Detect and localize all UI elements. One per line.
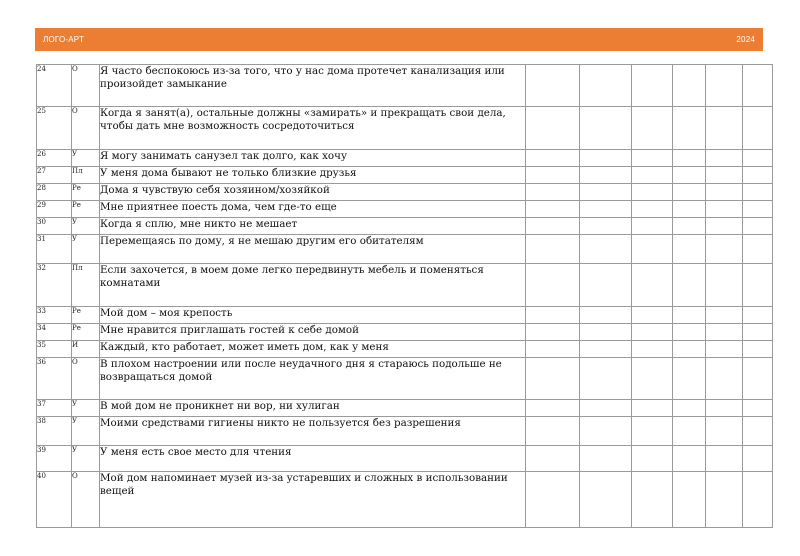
table-row [37, 65, 773, 107]
answer-cell-3[interactable] [632, 264, 673, 307]
answer-cell-1[interactable] [526, 167, 580, 184]
answer-cell-1[interactable] [526, 150, 580, 167]
answer-cell-1[interactable] [526, 341, 580, 358]
answer-cell-2[interactable] [580, 150, 632, 167]
item-number: 24 [37, 65, 72, 107]
item-number: 32 [37, 264, 72, 307]
table-row [37, 264, 773, 307]
answer-cell-3[interactable] [632, 324, 673, 341]
answer-cell-5[interactable] [706, 324, 743, 341]
table-row [37, 235, 773, 264]
item-number: 40 [37, 472, 72, 528]
scale-code: Пл [72, 264, 100, 307]
header-bar [35, 28, 763, 51]
answer-cell-4[interactable] [673, 417, 706, 446]
item-number: 33 [37, 307, 72, 324]
answer-cell-4[interactable] [673, 201, 706, 218]
answer-cell-2[interactable] [580, 324, 632, 341]
answer-cell-1[interactable] [526, 65, 580, 107]
answer-cell-1[interactable] [526, 307, 580, 324]
answer-cell-5[interactable] [706, 235, 743, 264]
statement-text: Когда я занят(а), остальные должны «замирать» и прекращать свои дела, чтобы дать мне возможность сосредоточиться [100, 107, 526, 150]
answer-cell-3[interactable] [632, 167, 673, 184]
answer-cell-2[interactable] [580, 184, 632, 201]
answer-cell-3[interactable] [632, 341, 673, 358]
answer-cell-2[interactable] [580, 218, 632, 235]
answer-cell-1[interactable] [526, 235, 580, 264]
answer-cell-3[interactable] [632, 184, 673, 201]
answer-cell-5[interactable] [706, 201, 743, 218]
answer-cell-5[interactable] [706, 150, 743, 167]
answer-cell-3[interactable] [632, 472, 673, 528]
statement-text: Когда я сплю, мне никто не мешает [100, 218, 526, 235]
answer-cell-4[interactable] [673, 446, 706, 472]
answer-cell-5[interactable] [706, 218, 743, 235]
item-number: 37 [37, 400, 72, 417]
scale-code: У [72, 150, 100, 167]
answer-cell-3[interactable] [632, 150, 673, 167]
table-row [37, 417, 773, 446]
answer-cell-3[interactable] [632, 107, 673, 150]
answer-cell-1[interactable] [526, 400, 580, 417]
answer-cell-6[interactable] [743, 201, 773, 218]
answer-cell-6[interactable] [743, 167, 773, 184]
answer-cell-3[interactable] [632, 201, 673, 218]
answer-cell-5[interactable] [706, 400, 743, 417]
answer-cell-3[interactable] [632, 65, 673, 107]
statement-text: Каждый, кто работает, может иметь дом, как у меня [100, 341, 526, 358]
answer-cell-6[interactable] [743, 472, 773, 528]
answer-cell-6[interactable] [743, 446, 773, 472]
table-row [37, 472, 773, 528]
answer-cell-1[interactable] [526, 264, 580, 307]
answer-cell-2[interactable] [580, 400, 632, 417]
answer-cell-2[interactable] [580, 446, 632, 472]
answer-cell-5[interactable] [706, 264, 743, 307]
answer-cell-1[interactable] [526, 324, 580, 341]
answer-cell-6[interactable] [743, 184, 773, 201]
answer-cell-4[interactable] [673, 218, 706, 235]
answer-cell-6[interactable] [743, 400, 773, 417]
statement-text: Мой дом напоминает музей из-за устаревших и сложных в использовании вещей [100, 472, 526, 528]
answer-cell-2[interactable] [580, 201, 632, 218]
scale-code: У [72, 400, 100, 417]
answer-cell-6[interactable] [743, 358, 773, 400]
answer-cell-2[interactable] [580, 107, 632, 150]
scale-code: У [72, 235, 100, 264]
answer-cell-3[interactable] [632, 218, 673, 235]
statement-text: Моими средствами гигиены никто не пользуется без разрешения [100, 417, 526, 446]
answer-cell-2[interactable] [580, 472, 632, 528]
table-row [37, 324, 773, 341]
answer-cell-4[interactable] [673, 324, 706, 341]
answer-cell-1[interactable] [526, 107, 580, 150]
statement-text: Перемещаясь по дому, я не мешаю другим его обитателям [100, 235, 526, 264]
answer-cell-6[interactable] [743, 65, 773, 107]
answer-cell-5[interactable] [706, 307, 743, 324]
table-row [37, 400, 773, 417]
item-number: 30 [37, 218, 72, 235]
answer-cell-4[interactable] [673, 184, 706, 201]
statement-text: В мой дом не проникнет ни вор, ни хулиган [100, 400, 526, 417]
answer-cell-1[interactable] [526, 417, 580, 446]
answer-cell-5[interactable] [706, 167, 743, 184]
table-row [37, 184, 773, 201]
answer-cell-2[interactable] [580, 417, 632, 446]
answer-cell-5[interactable] [706, 184, 743, 201]
table-row [37, 201, 773, 218]
answer-cell-1[interactable] [526, 218, 580, 235]
answer-cell-5[interactable] [706, 65, 743, 107]
statement-text: У меня есть свое место для чтения [100, 446, 526, 472]
table-row [37, 150, 773, 167]
item-number: 38 [37, 417, 72, 446]
scale-code: Ре [72, 201, 100, 218]
statement-text: Я часто беспокоюсь из-за того, что у нас дома протечет канализация или произойдет замыкание [100, 65, 526, 107]
answer-cell-6[interactable] [743, 341, 773, 358]
scale-code: У [72, 446, 100, 472]
answer-cell-3[interactable] [632, 400, 673, 417]
answer-cell-2[interactable] [580, 307, 632, 324]
item-number: 27 [37, 167, 72, 184]
item-number: 28 [37, 184, 72, 201]
answer-cell-6[interactable] [743, 417, 773, 446]
answer-cell-5[interactable] [706, 107, 743, 150]
answer-cell-2[interactable] [580, 65, 632, 107]
answer-cell-4[interactable] [673, 107, 706, 150]
scale-code: Пл [72, 167, 100, 184]
statement-text: Мне нравится приглашать гостей к себе домой [100, 324, 526, 341]
answer-cell-2[interactable] [580, 264, 632, 307]
item-number: 39 [37, 446, 72, 472]
scale-code: О [72, 358, 100, 400]
scale-code: Ре [72, 324, 100, 341]
answer-cell-6[interactable] [743, 218, 773, 235]
scale-code: У [72, 218, 100, 235]
answer-cell-5[interactable] [706, 417, 743, 446]
item-number: 29 [37, 201, 72, 218]
answer-cell-3[interactable] [632, 446, 673, 472]
answer-cell-3[interactable] [632, 358, 673, 400]
answer-cell-4[interactable] [673, 472, 706, 528]
scale-code: О [72, 472, 100, 528]
table-row [37, 167, 773, 184]
statement-text: В плохом настроении или после неудачного дня я стараюсь подольше не возвращаться домой [100, 358, 526, 400]
answer-cell-2[interactable] [580, 341, 632, 358]
answer-cell-6[interactable] [743, 107, 773, 150]
answer-cell-6[interactable] [743, 235, 773, 264]
statement-text: У меня дома бывают не только близкие друзья [100, 167, 526, 184]
answer-cell-1[interactable] [526, 358, 580, 400]
table-row [37, 341, 773, 358]
table-row [37, 446, 773, 472]
answer-cell-6[interactable] [743, 307, 773, 324]
answer-cell-4[interactable] [673, 307, 706, 324]
statement-text: Мне приятнее поесть дома, чем где-то еще [100, 201, 526, 218]
answer-cell-3[interactable] [632, 235, 673, 264]
answer-cell-2[interactable] [580, 358, 632, 400]
table-row [37, 218, 773, 235]
statement-text: Дома я чувствую себя хозяином/хозяйкой [100, 184, 526, 201]
scale-code: О [72, 65, 100, 107]
scale-code: У [72, 417, 100, 446]
scale-code: И [72, 341, 100, 358]
statement-text: Я могу занимать санузел так долго, как хочу [100, 150, 526, 167]
scale-code: Ре [72, 184, 100, 201]
answer-cell-6[interactable] [743, 264, 773, 307]
table-row [37, 107, 773, 150]
statement-text: Если захочется, в моем доме легко передвинуть мебель и поменяться комнатами [100, 264, 526, 307]
answer-cell-1[interactable] [526, 184, 580, 201]
answer-cell-4[interactable] [673, 235, 706, 264]
item-number: 35 [37, 341, 72, 358]
brand-label: ЛОГО-АРТ [43, 35, 85, 44]
answer-cell-1[interactable] [526, 446, 580, 472]
table-row [37, 358, 773, 400]
item-number: 34 [37, 324, 72, 341]
answer-cell-4[interactable] [673, 150, 706, 167]
answer-cell-4[interactable] [673, 400, 706, 417]
answer-cell-4[interactable] [673, 264, 706, 307]
answer-cell-3[interactable] [632, 417, 673, 446]
answer-cell-2[interactable] [580, 167, 632, 184]
item-number: 31 [37, 235, 72, 264]
scale-code: Ре [72, 307, 100, 324]
answer-cell-2[interactable] [580, 235, 632, 264]
answer-cell-5[interactable] [706, 341, 743, 358]
table-row [37, 307, 773, 324]
answer-cell-6[interactable] [743, 324, 773, 341]
questionnaire-table [36, 64, 773, 528]
answer-cell-4[interactable] [673, 341, 706, 358]
answer-cell-5[interactable] [706, 358, 743, 400]
answer-cell-5[interactable] [706, 446, 743, 472]
answer-cell-1[interactable] [526, 472, 580, 528]
answer-cell-4[interactable] [673, 167, 706, 184]
answer-cell-5[interactable] [706, 472, 743, 528]
year-label: 2024 [736, 35, 755, 44]
item-number: 26 [37, 150, 72, 167]
answer-cell-4[interactable] [673, 65, 706, 107]
item-number: 36 [37, 358, 72, 400]
answer-cell-6[interactable] [743, 150, 773, 167]
answer-cell-4[interactable] [673, 358, 706, 400]
item-number: 25 [37, 107, 72, 150]
statement-text: Мой дом – моя крепость [100, 307, 526, 324]
answer-cell-3[interactable] [632, 307, 673, 324]
scale-code: О [72, 107, 100, 150]
answer-cell-1[interactable] [526, 201, 580, 218]
